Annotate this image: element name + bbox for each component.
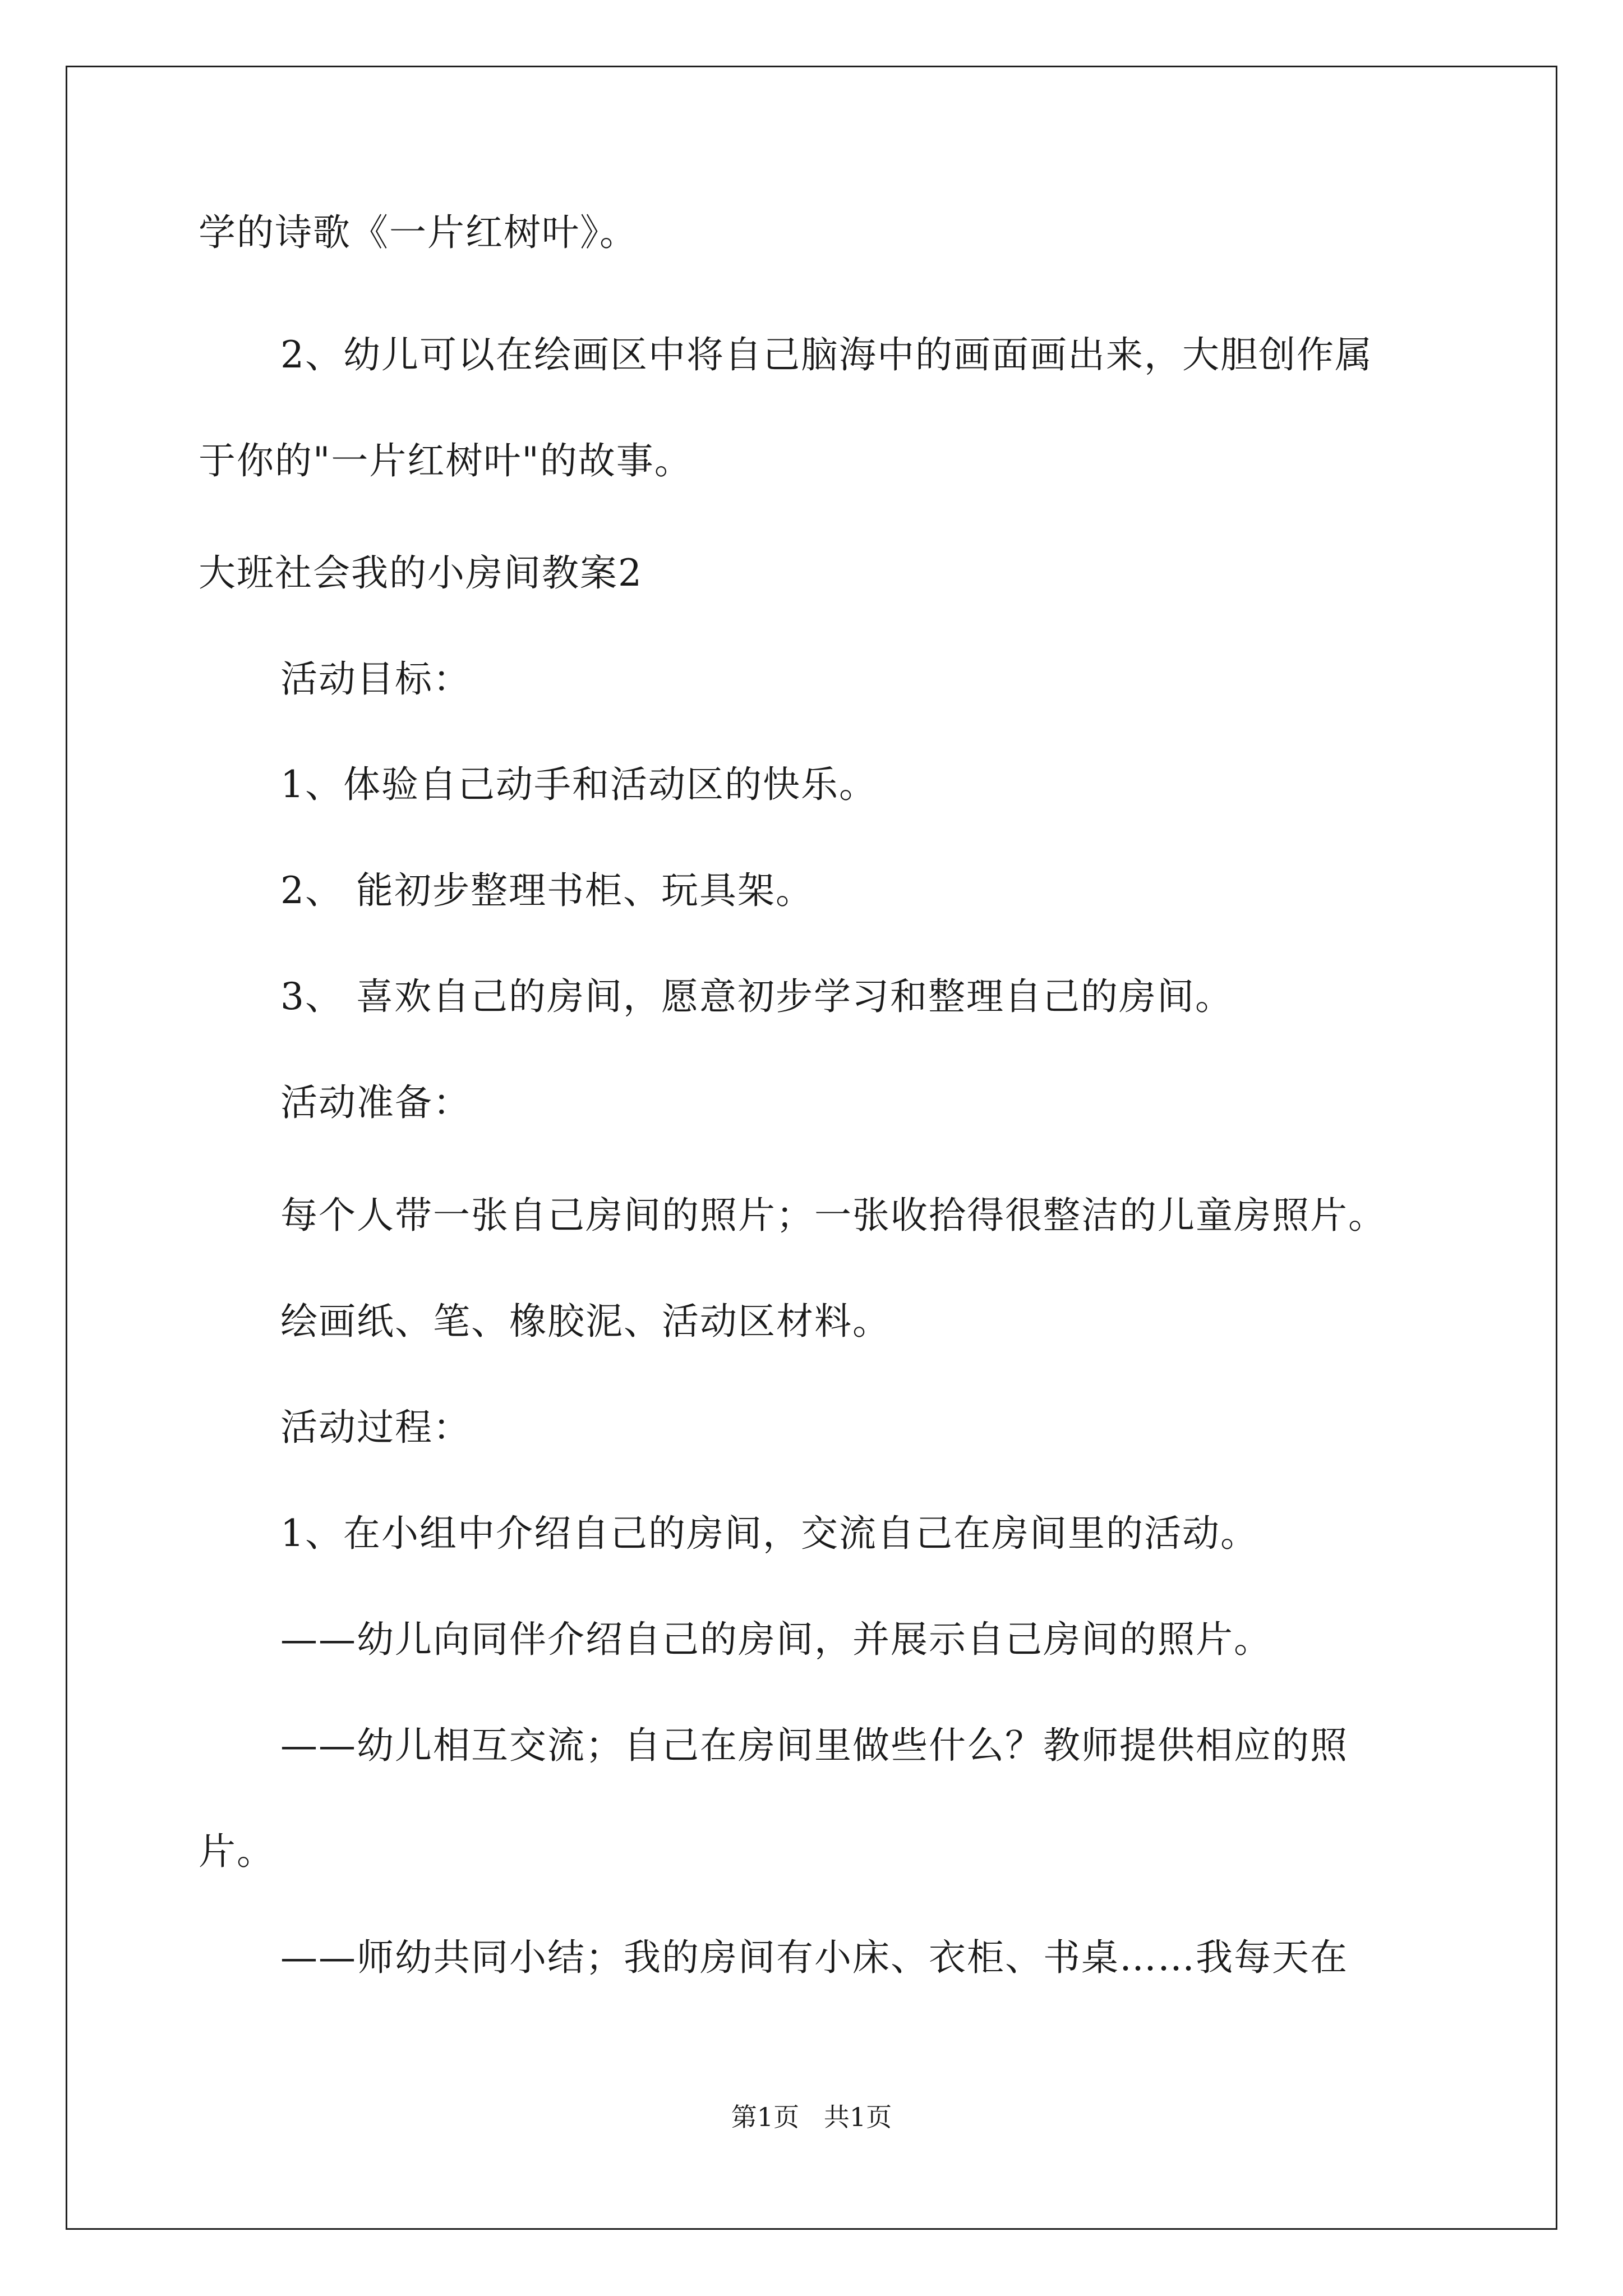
text-line: 每个人带一张自己房间的照片；一张收拾得很整洁的儿童房照片。 [280, 1194, 1386, 1237]
text-line: 3、 喜欢自己的房间，愿意初步学习和整理自己的房间。 [280, 975, 1233, 1018]
text-line: 片。 [199, 1830, 275, 1873]
text-line: 2、 能初步整理书柜、玩具架。 [280, 869, 814, 912]
text-line: 2、幼儿可以在绘画区中将自己脑海中的画面画出来，大胆创作属 [280, 333, 1373, 376]
text-line: 学的诗歌《一片红树叶》。 [199, 211, 638, 254]
section-heading: 大班社会我的小房间教案2 [199, 551, 643, 595]
text-line: 绘画纸、笔、橡胶泥、活动区材料。 [280, 1300, 891, 1343]
text-line: 1、体验自己动手和活动区的快乐。 [280, 763, 877, 806]
text-line: 活动目标： [280, 657, 471, 701]
text-line: ——幼儿向同伴介绍自己的房间，并展示自己房间的照片。 [280, 1618, 1272, 1661]
text-line: 活动准备： [280, 1081, 471, 1124]
text-line: 1、在小组中介绍自己的房间，交流自己在房间里的活动。 [280, 1512, 1258, 1555]
text-line: 于你的"一片红树叶"的故事。 [199, 439, 693, 482]
text-line: 活动过程： [280, 1406, 471, 1449]
page-border [66, 66, 1557, 2230]
text-line: ——师幼共同小结；我的房间有小床、衣柜、书桌……我每天在 [280, 1936, 1348, 1979]
text-line: ——幼儿相互交流；自己在房间里做些什么？教师提供相应的照 [280, 1724, 1348, 1767]
page-footer: 第1页 共1页 [731, 2102, 892, 2132]
